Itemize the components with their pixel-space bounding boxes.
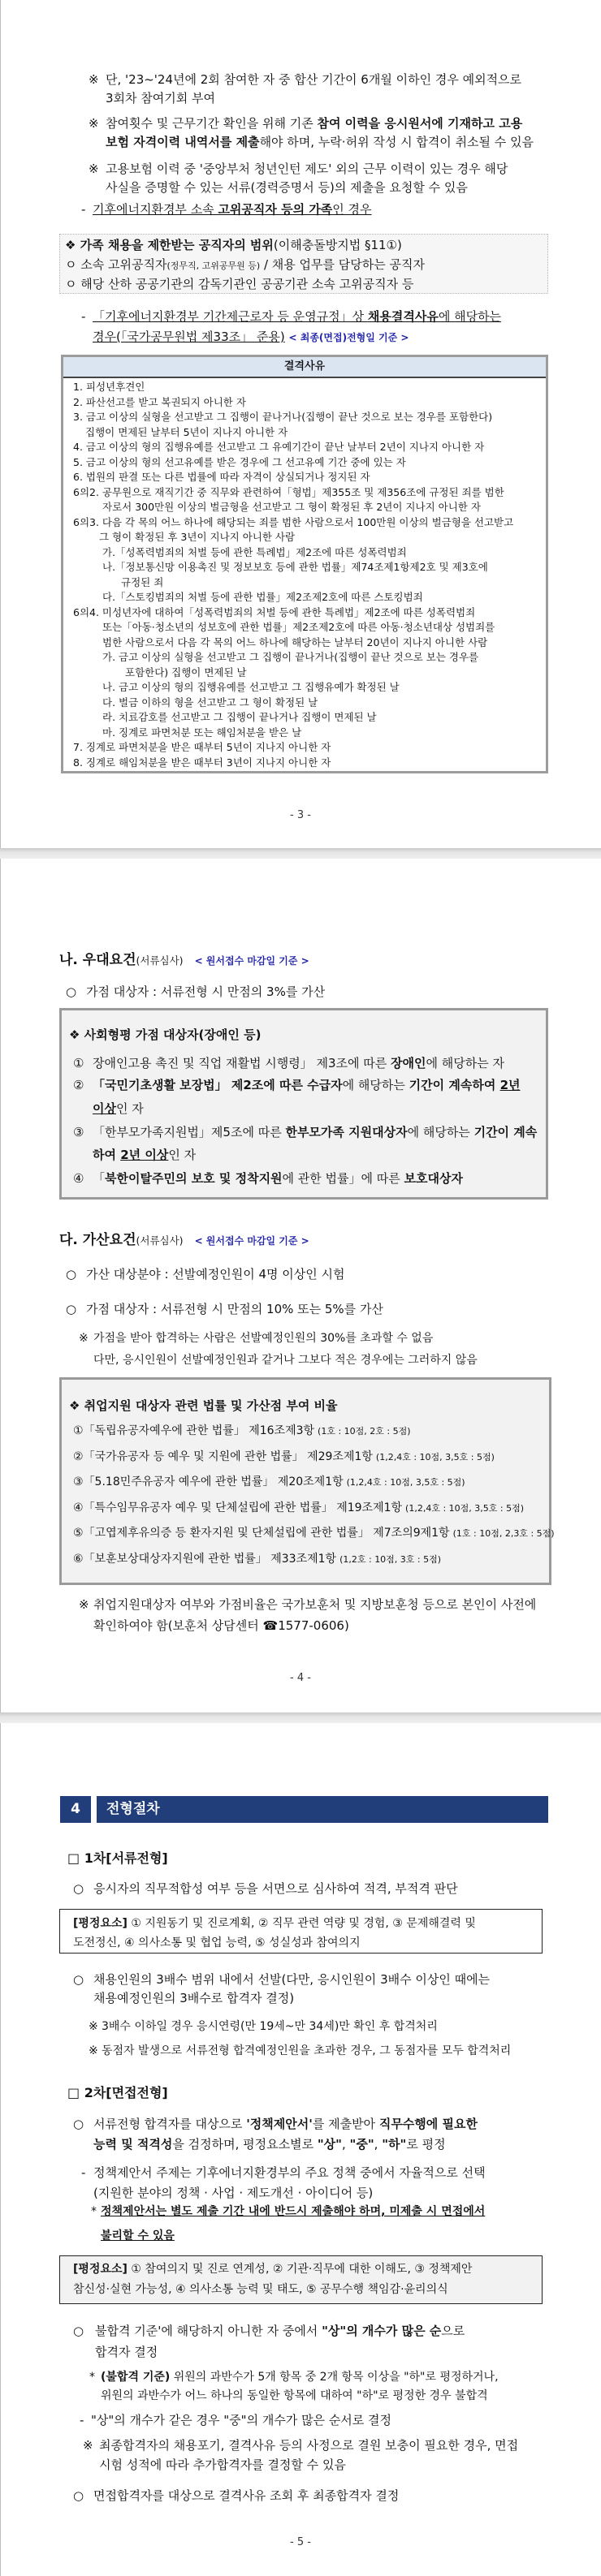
box-lines bbox=[65, 236, 425, 295]
text-run: 기간이 계속하여 bbox=[409, 1078, 500, 1092]
text-run: 정책제안서는 별도 제출 기간 내에 반드시 제출해야 하며, 미제출 시 면접에서 bbox=[101, 2205, 486, 2218]
item-text bbox=[86, 1265, 345, 1283]
text-run: 한부모가족 지원대상자 bbox=[285, 1125, 408, 1139]
item-text bbox=[86, 983, 325, 1001]
item-text bbox=[93, 1074, 521, 1121]
item-number: ④ bbox=[73, 1171, 84, 1186]
text-line: (지원한 분야의 정책 · 사업 · 제도개선 · 아이디어 등) bbox=[93, 2186, 374, 2200]
text-line: 최종합격자의 채용포기, 결격사유 등의 사정으로 결원 보충이 필요한 경우, 면접 bbox=[99, 2438, 519, 2453]
family-condition bbox=[81, 200, 372, 219]
note-participation-exception bbox=[89, 71, 521, 108]
table-row: 3. 금고 이상의 실형을 선고받고 그 집행이 끝나거나(집행이 끝난 것으로 보는 경우를 포함한다) bbox=[73, 411, 493, 423]
note-text bbox=[99, 2436, 518, 2475]
preference-target bbox=[66, 983, 325, 1001]
support-confirm-note bbox=[79, 1594, 536, 1636]
note-text bbox=[102, 2018, 438, 2035]
text-line: 동점자 발생으로 서류전형 합격예정인원을 초과한 경우, 그 동점자를 모두 합격처리 bbox=[102, 2044, 512, 2057]
text-run: 보호대상자 bbox=[404, 1171, 463, 1186]
reference-mark: ※ bbox=[79, 1332, 89, 1345]
text-run: [평정요소] bbox=[73, 1917, 128, 1930]
circle-bullet: ○ bbox=[66, 984, 77, 999]
circle-bullet: ○ bbox=[73, 2117, 84, 2131]
table-row: 규정된 죄 bbox=[121, 575, 164, 588]
item-number: ③ bbox=[73, 1475, 84, 1488]
text-run: "하" bbox=[382, 2137, 407, 2152]
text-line bbox=[101, 2199, 485, 2224]
basis-label: < 원서접수 마감일 기준 > bbox=[194, 1235, 309, 1247]
condition-text bbox=[93, 307, 501, 348]
text-line: 채용예정인원의 3배수로 합격자 결정) bbox=[93, 1991, 295, 2005]
reference-mark: ※ bbox=[89, 162, 99, 176]
table-row: 8. 징계로 해임처분을 받은 때부터 3년이 지나지 아니한 자 bbox=[73, 756, 331, 769]
text-line: 확인하여야 함(보훈처 상담센터 ☎1577-0606) bbox=[93, 1618, 349, 1633]
table-row: 라. 치료감호를 선고받고 그 집행이 끝나거나 집행이 면제된 날 bbox=[102, 711, 377, 723]
text-run: 2년 bbox=[499, 1078, 521, 1092]
text-line: 사실을 증명할 수 있는 서류(경력증명서 등)의 제출을 요청할 수 있음 bbox=[106, 180, 468, 195]
item-text bbox=[93, 1880, 458, 1898]
text-run: 에 해당하는 자 bbox=[426, 1056, 504, 1070]
text-run: 서류전형 합격자를 대상으로 bbox=[93, 2117, 247, 2131]
law-name: 「국가유공자 등 예우 및 지원에 관한 법률」 제29조제1항 bbox=[83, 1450, 373, 1463]
text-line bbox=[93, 1097, 521, 1121]
item-text bbox=[93, 1052, 504, 1075]
text-line: 단, '23~'24년에 2회 참여한 자 중 합산 기간이 6개월 이하인 경우 예외적으로 bbox=[106, 72, 522, 87]
text-run: "상" bbox=[317, 2137, 342, 2152]
family-restriction-text bbox=[65, 236, 425, 295]
bonus-points: (1,2,4호 : 10점, 3,5호 : 5점) bbox=[405, 1503, 525, 1514]
condition-text bbox=[93, 200, 372, 219]
table-row: 다.「스토킹범죄의 처벌 등에 관한 법률」제2조제2호에 따른 스토킹범죄 bbox=[102, 591, 423, 603]
item-text bbox=[93, 1971, 490, 2008]
table-row: 4. 금고 이상의 형의 집행유예를 선고받고 그 유예기간이 끝난 날부터 2년이 지나지 아니한 자 bbox=[73, 441, 485, 453]
table-rows bbox=[73, 380, 513, 770]
text-run: ① 지원동기 및 진로계획, ② 직무 관련 역량 및 경험, ③ 문제해결력 및 bbox=[127, 1917, 476, 1930]
text-run: 도전정신, ④ 의사소통 및 협업 능력, ⑤ 성실성과 참여의지 bbox=[73, 1936, 361, 1949]
text-line bbox=[101, 2224, 485, 2248]
social-item-4 bbox=[73, 1167, 463, 1190]
text-run: 「국민기초생활 보장법」 제2조에 따른 수급자 bbox=[93, 1078, 343, 1092]
text-run: 하여 bbox=[93, 1148, 121, 1162]
dash-mark: - bbox=[81, 2165, 86, 2180]
text-line: 가점 대상자 : 서류전형 시 만점의 10% 또는 5%를 가산 bbox=[86, 1302, 383, 1316]
text-run: 불리할 수 있음 bbox=[101, 2229, 175, 2242]
circle-bullet: ○ bbox=[66, 1302, 77, 1316]
stage1-heading: □ 1차[서류전형] bbox=[67, 1850, 168, 1866]
item-text bbox=[86, 1300, 383, 1318]
text-line bbox=[95, 2320, 465, 2341]
text-run: / 채용 업무를 담당하는 공직자 bbox=[260, 256, 425, 272]
text-line: 응시자의 직무적합성 여부 등을 서면으로 심사하여 적격, 부적격 판단 bbox=[93, 1881, 458, 1896]
item-text bbox=[101, 2368, 499, 2406]
bonus-points: (1,2호 : 10점, 3호 : 5점) bbox=[339, 1554, 442, 1565]
page-number: - 5 - bbox=[290, 2536, 311, 2548]
text-line bbox=[95, 2341, 465, 2363]
text-run: 장애인고용 촉진 및 직업 재활법 시행령」 제3조에 따른 bbox=[93, 1056, 391, 1070]
stage2-final-decision bbox=[73, 2487, 399, 2505]
table-header: 결격사유 bbox=[63, 357, 546, 378]
table-row: 1. 피성년후견인 bbox=[73, 381, 145, 393]
text-line bbox=[73, 1933, 476, 1953]
criteria-text bbox=[73, 2259, 472, 2300]
table-row: 마. 징계로 파면처분 또는 해임처분을 받은 날 bbox=[102, 726, 302, 739]
reference-mark: ※ bbox=[79, 1597, 89, 1612]
text-line: 채용인원의 3배수 범위 내에서 선발(다만, 응시인원이 3배수 이상인 때에는 bbox=[93, 1972, 491, 1987]
item-number: ③ bbox=[73, 1125, 84, 1139]
chapter-number: 4 bbox=[60, 1796, 91, 1823]
table-row: 나. 금고 이상의 형의 집행유예를 선고받고 그 집행유예가 확정된 날 bbox=[102, 681, 400, 693]
text-run: 참신성·실현 가능성, ④ 의사소통 능력 및 태도, ⑤ 공무수행 책임감·윤리의식 bbox=[73, 2283, 448, 2296]
text-run: 북한이탈주민의 보호 및 정착지원 bbox=[105, 1171, 283, 1186]
page-number: - 3 - bbox=[290, 809, 311, 821]
box-title: ❖ 취업지원 대상자 관련 법률 및 가산점 부여 비율 bbox=[69, 1398, 338, 1413]
bonus-field bbox=[66, 1265, 345, 1283]
stage1-item bbox=[73, 1880, 458, 1898]
text-run: ① 참여의지 및 진로 연계성, ② 기관·직무에 대한 이해도, ③ 정책제안 bbox=[127, 2263, 473, 2276]
stage2-item bbox=[73, 2114, 478, 2155]
stage1-note-2 bbox=[89, 2042, 511, 2060]
text-run: 에 해당하는 bbox=[407, 1125, 474, 1139]
item-text bbox=[93, 2114, 478, 2155]
text-run: 장애인 bbox=[390, 1056, 426, 1070]
text-run: , bbox=[374, 2137, 383, 2152]
text-run: ㅇ 소속 고위공직자 bbox=[65, 256, 167, 272]
text-run: 불합격 기준'에 해당하지 아니한 자 중에서 bbox=[95, 2324, 322, 2338]
text-run: 직무수행에 필요한 bbox=[378, 2117, 478, 2131]
text-run: 을 검정하며, 평정요소별로 bbox=[172, 2137, 318, 2152]
stage1-selection bbox=[73, 1971, 490, 2008]
stage2-fail-criteria bbox=[89, 2368, 499, 2406]
text-run: (정무직, 고위공무원 등) bbox=[166, 260, 261, 271]
bonus-points: (1호 : 10점, 2호 : 5점) bbox=[318, 1426, 411, 1437]
text-run: 위원의 과반수가 5개 항목 중 2개 항목 이상을 "하"로 평정하거나, bbox=[170, 2371, 499, 2384]
text-run: 위원의 과반수가 어느 하나의 동일한 항목에 대하여 "하"로 평정한 경우 불합격 bbox=[101, 2389, 488, 2402]
support-law-6 bbox=[73, 1550, 441, 1566]
text-line bbox=[93, 1052, 504, 1075]
table-row: 가.「성폭력범죄의 처벌 등에 관한 특례법」제2조에 따른 성폭력범죄 bbox=[102, 545, 407, 558]
text-line: 시험 성적에 따라 추가합격자를 결정할 수 있음 bbox=[99, 2458, 346, 2472]
item-text bbox=[91, 2411, 391, 2430]
text-run: (불합격 기준) bbox=[101, 2371, 171, 2384]
text-line: 가점을 받아 합격하는 사람은 선발예정인원의 30%를 초과할 수 없음 bbox=[93, 1332, 434, 1345]
item-number: ⑥ bbox=[73, 1553, 84, 1566]
section-preference-heading bbox=[59, 948, 309, 968]
support-law-4 bbox=[73, 1499, 524, 1515]
table-row: 5. 금고 이상의 형의 선고유예를 받은 경우에 그 선고유예 기간 중에 있는 자 bbox=[73, 455, 406, 468]
text-run: 인 자 bbox=[115, 1101, 144, 1116]
text-run: [평정요소] bbox=[73, 2263, 128, 2276]
item-text bbox=[93, 1167, 463, 1190]
table-row: 6의2. 공무원으로 재직기간 중 직무와 관련하여「형법」제355조 및 제356조에 규정된 죄를 범한 bbox=[73, 485, 504, 498]
circle-bullet: ○ bbox=[73, 2324, 84, 2338]
text-line bbox=[93, 2134, 478, 2155]
disqualification-condition bbox=[81, 307, 501, 348]
table-row: 가. 금고 이상의 실형을 선고받고 그 집행이 끝나거나(집행이 끝난 것으로 보는 경우를 bbox=[102, 651, 479, 663]
text-line bbox=[93, 200, 372, 219]
text-line bbox=[101, 2387, 499, 2406]
text-run: 으로 bbox=[441, 2324, 465, 2338]
text-line: 3배수 이하일 경우 응시연령(만 19세~만 34세)만 확인 후 합격처리 bbox=[102, 2020, 438, 2033]
text-line bbox=[65, 275, 425, 295]
text-run: 능력 및 적격성 bbox=[93, 2137, 173, 2152]
item-number: ① bbox=[73, 1056, 84, 1070]
bonus-limit-note bbox=[79, 1328, 478, 1372]
table-row: 범한 사람으로서 다음 각 목의 어느 하나에 해당하는 날부터 20년이 지나지 아니한 사람 bbox=[102, 635, 488, 648]
table-row: 6의4. 미성년자에 대하여「성폭력범죄의 처벌 등에 관한 특례법」제2조에 따른 성폭력범죄 bbox=[73, 605, 476, 618]
item-text bbox=[93, 1121, 537, 1166]
text-run: 에 관한 법률」에 따른 bbox=[282, 1171, 404, 1186]
section-title: 다. 가산요건 bbox=[59, 1232, 136, 1248]
dash-mark: - bbox=[81, 309, 86, 324]
text-run: 로 평정 bbox=[406, 2137, 446, 2152]
text-run: 「 bbox=[93, 1171, 106, 1186]
reference-mark: ※ bbox=[83, 2438, 93, 2453]
text-line bbox=[73, 2259, 472, 2280]
item-number: ④ bbox=[73, 1501, 84, 1514]
table-row: 자로서 300만원 이상의 벌금형을 선고받고 그 형이 확정된 후 2년이 지나지 아니한 자 bbox=[102, 501, 481, 513]
text-run: ㅇ 해당 산하 공공기관의 감독기관인 공공기관 소속 고위공직자 등 bbox=[65, 277, 414, 291]
dash-mark: - bbox=[80, 2413, 84, 2427]
page-separator bbox=[0, 1712, 601, 1723]
text-run: 경우(「국가공무원법 제33조」 준용) bbox=[93, 330, 285, 344]
text-line: 면접합격자를 대상으로 결격사유 조회 후 최종합격자 결정 bbox=[93, 2488, 400, 2503]
asterisk-mark: * bbox=[89, 2371, 95, 2384]
text-run: 에 해당하는 bbox=[342, 1078, 409, 1092]
bonus-target bbox=[66, 1300, 383, 1318]
text-run: 고위공직자 등의 가족 bbox=[218, 202, 333, 217]
asterisk-mark: * bbox=[91, 2205, 97, 2218]
reference-mark: ※ bbox=[89, 116, 99, 131]
text-run: 「기후에너지환경부 기간제근로자 등 운영규정」상 bbox=[93, 309, 368, 324]
text-line bbox=[73, 2280, 472, 2300]
section-subtitle: (서류심사) bbox=[136, 1234, 184, 1247]
table-row: 포함한다) 집행이 면제된 날 bbox=[125, 666, 247, 678]
bonus-points: (1,2,4호 : 10점, 3,5호 : 5점) bbox=[346, 1477, 465, 1488]
text-run: 합격자 결정 bbox=[95, 2345, 158, 2359]
dash-mark: - bbox=[81, 202, 86, 217]
section-title: 나. 우대요건 bbox=[59, 952, 136, 968]
text-run: 인 자 bbox=[168, 1148, 197, 1162]
text-line bbox=[93, 2114, 478, 2134]
section-bonus-heading bbox=[59, 1228, 309, 1248]
warning-text bbox=[101, 2199, 485, 2248]
table-row: 6. 법원의 판결 또는 다른 법률에 따라 자격이 상실되거나 정지된 자 bbox=[73, 471, 370, 483]
text-line bbox=[65, 256, 425, 276]
circle-bullet: ○ bbox=[73, 2488, 84, 2503]
item-text bbox=[93, 2163, 486, 2203]
table-row: 나.「정보통신망 이용촉진 및 정보보호 등에 관한 법률」제74조제1항제2호 및 제3호에 bbox=[102, 561, 488, 573]
text-line bbox=[101, 2368, 499, 2387]
text-run: 기후에너지환경부 소속 bbox=[93, 202, 218, 217]
circle-bullet: ○ bbox=[66, 1267, 77, 1282]
social-item-3 bbox=[73, 1121, 537, 1166]
note-other-work bbox=[89, 160, 508, 197]
table-row: 7. 징계로 파면처분을 받은 때부터 5년이 지나지 아니한 자 bbox=[73, 741, 331, 753]
text-line bbox=[106, 133, 534, 152]
item-number: ① bbox=[73, 1424, 84, 1437]
note-text bbox=[106, 160, 508, 197]
reference-mark: ※ bbox=[89, 72, 99, 87]
stage2-criteria bbox=[73, 2259, 472, 2300]
support-law-3 bbox=[73, 1473, 465, 1489]
text-line: 다만, 응시인원이 선발예정인원과 같거나 그보다 적은 경우에는 그러하지 않음 bbox=[93, 1354, 478, 1367]
note-insurance-history bbox=[89, 114, 534, 152]
text-run: 인 경우 bbox=[332, 202, 372, 217]
text-run: 채용결격사유 bbox=[367, 309, 439, 324]
text-run: (이해충돌방지법 §11①) bbox=[273, 238, 402, 252]
note-text bbox=[93, 1328, 478, 1372]
text-line bbox=[93, 327, 501, 348]
reference-mark: ※ bbox=[89, 2044, 98, 2057]
text-line bbox=[73, 1914, 476, 1933]
text-run: 「한부모가족지원법」제5조에 따른 bbox=[93, 1125, 286, 1139]
chapter-title: 전형절차 bbox=[97, 1796, 548, 1823]
circle-bullet: ○ bbox=[73, 1972, 84, 1987]
stage2-heading: □ 2차[면접전형] bbox=[67, 2085, 168, 2100]
support-law-1 bbox=[73, 1422, 411, 1438]
bonus-points: (1,2,4호 : 10점, 3,5호 : 5점) bbox=[375, 1452, 495, 1462]
table-row: 그 형이 확정된 후 3년이 지나지 아니한 사람 bbox=[99, 531, 296, 543]
text-run: 2년 이상 bbox=[120, 1148, 169, 1162]
text-line: 가산 대상분야 : 선발예정인원이 4명 이상인 시험 bbox=[86, 1267, 345, 1282]
box-title: ❖ 사회형평 가점 대상자(장애인 등) bbox=[69, 1027, 262, 1042]
stage1-criteria bbox=[73, 1914, 476, 1953]
social-item-2 bbox=[73, 1074, 521, 1121]
text-line bbox=[93, 307, 501, 327]
stage2-pass-rule bbox=[73, 2320, 465, 2363]
text-run: < 최종(면접)전형일 기준 > bbox=[288, 332, 409, 343]
text-run: 참여횟수 및 근무기간 확인을 위해 기존 bbox=[106, 116, 318, 131]
text-line: "상"의 개수가 같은 경우 "중"의 개수가 많은 순서로 결정 bbox=[91, 2413, 392, 2427]
stage2-submission-warning bbox=[91, 2199, 485, 2248]
text-line bbox=[93, 1167, 463, 1190]
table-row: 또는「아동·청소년의 성보호에 관한 법률」제2조제2호에 따른 아동·청소년대상 성범죄를 bbox=[102, 621, 495, 633]
item-number: ② bbox=[73, 1078, 84, 1092]
text-line bbox=[93, 1144, 537, 1166]
stage2-topic bbox=[81, 2163, 486, 2203]
note-text bbox=[106, 71, 521, 108]
text-line: 가점 대상자 : 서류전형 시 만점의 3%를 가산 bbox=[86, 984, 326, 999]
bonus-points: (1호 : 10점, 2,3호 : 5점) bbox=[452, 1528, 555, 1539]
text-line: 취업지원대상자 여부와 가점비율은 국가보훈처 및 지방보훈청 등으로 본인이 사전에 bbox=[93, 1597, 537, 1612]
table-row: 2. 파산선고를 받고 복권되지 아니한 자 bbox=[73, 395, 246, 408]
social-item-1 bbox=[73, 1052, 504, 1075]
text-line: 3회차 참여기회 부여 bbox=[106, 91, 216, 106]
text-run: "상"의 개수가 많은 순 bbox=[322, 2324, 442, 2338]
text-line bbox=[93, 1121, 537, 1144]
item-text bbox=[93, 2487, 399, 2505]
text-run: 보험 자격이력 내역서를 제출 bbox=[106, 135, 260, 149]
text-line bbox=[65, 236, 425, 256]
table-row: 다. 벌금 이하의 형을 선고받고 그 형이 확정된 날 bbox=[102, 696, 318, 709]
text-run: 에 해당하는 bbox=[438, 309, 502, 324]
stage1-note-1 bbox=[89, 2018, 438, 2035]
text-line: 고용보험 이력 중 '중앙부처 청년인턴 제도' 외의 근무 이력이 있는 경우 해당 bbox=[106, 162, 508, 176]
support-law-5 bbox=[73, 1524, 555, 1540]
text-run: "중" bbox=[349, 2137, 374, 2152]
stage2-tie-rule bbox=[80, 2411, 391, 2430]
law-name: 「특수임무유공자 예우 및 단체설립에 관한 법률」 제19조제1항 bbox=[83, 1501, 403, 1514]
text-line bbox=[93, 1074, 521, 1097]
note-text bbox=[102, 2042, 511, 2060]
text-run: 참여 이력을 응시원서에 기재하고 고용 bbox=[317, 116, 523, 131]
section-subtitle: (서류심사) bbox=[136, 954, 184, 967]
text-run: 해야 하며, 누락·허위 작성 시 합격이 취소될 수 있음 bbox=[259, 135, 534, 149]
basis-label: < 원서접수 마감일 기준 > bbox=[194, 955, 309, 967]
text-line bbox=[106, 114, 534, 133]
table-row: 6의3. 다음 각 목의 어느 하나에 해당되는 죄를 범한 사람으로서 100만원 이상의 벌금형을 선고받고 bbox=[73, 515, 514, 528]
text-run: 이상 bbox=[93, 1101, 116, 1116]
table-row: 집행이 면제된 날부터 5년이 지나지 아니한 자 bbox=[85, 425, 288, 438]
reference-mark: ※ bbox=[89, 2020, 98, 2033]
page-separator bbox=[0, 848, 601, 859]
text-line: 정책제안서 주제는 기후에너지환경부의 주요 정책 중에서 자율적으로 선택 bbox=[93, 2165, 486, 2180]
law-name: 「고엽제후유의증 등 환자지원 및 단체설립에 관한 법률」 제7조의9제1항 bbox=[83, 1527, 450, 1540]
law-name: 「5.18민주유공자 예우에 관한 법률」 제20조제1항 bbox=[83, 1475, 344, 1488]
text-run: , bbox=[341, 2137, 350, 2152]
item-number: ② bbox=[73, 1450, 84, 1463]
text-run: ❖ 가족 채용을 제한받는 공직자의 범위 bbox=[65, 238, 274, 252]
page-number: - 4 - bbox=[290, 1672, 311, 1684]
support-law-2 bbox=[73, 1448, 495, 1464]
item-number: ⑤ bbox=[73, 1527, 84, 1540]
law-name: 「독립유공자예우에 관한 법률」 제16조제3항 bbox=[83, 1424, 315, 1437]
stage2-additional-note bbox=[83, 2436, 518, 2475]
note-text bbox=[106, 114, 534, 152]
text-run: 기간이 계속 bbox=[473, 1125, 538, 1139]
circle-bullet: ○ bbox=[73, 1881, 84, 1896]
item-text bbox=[95, 2320, 465, 2363]
text-run: '정책제안서' bbox=[246, 2117, 313, 2131]
note-text bbox=[93, 1594, 536, 1636]
criteria-text bbox=[73, 1914, 476, 1953]
law-name: 「보훈보상대상자지원에 관한 법률」 제33조제1항 bbox=[83, 1553, 337, 1566]
text-run: 를 제출받아 bbox=[312, 2117, 379, 2131]
